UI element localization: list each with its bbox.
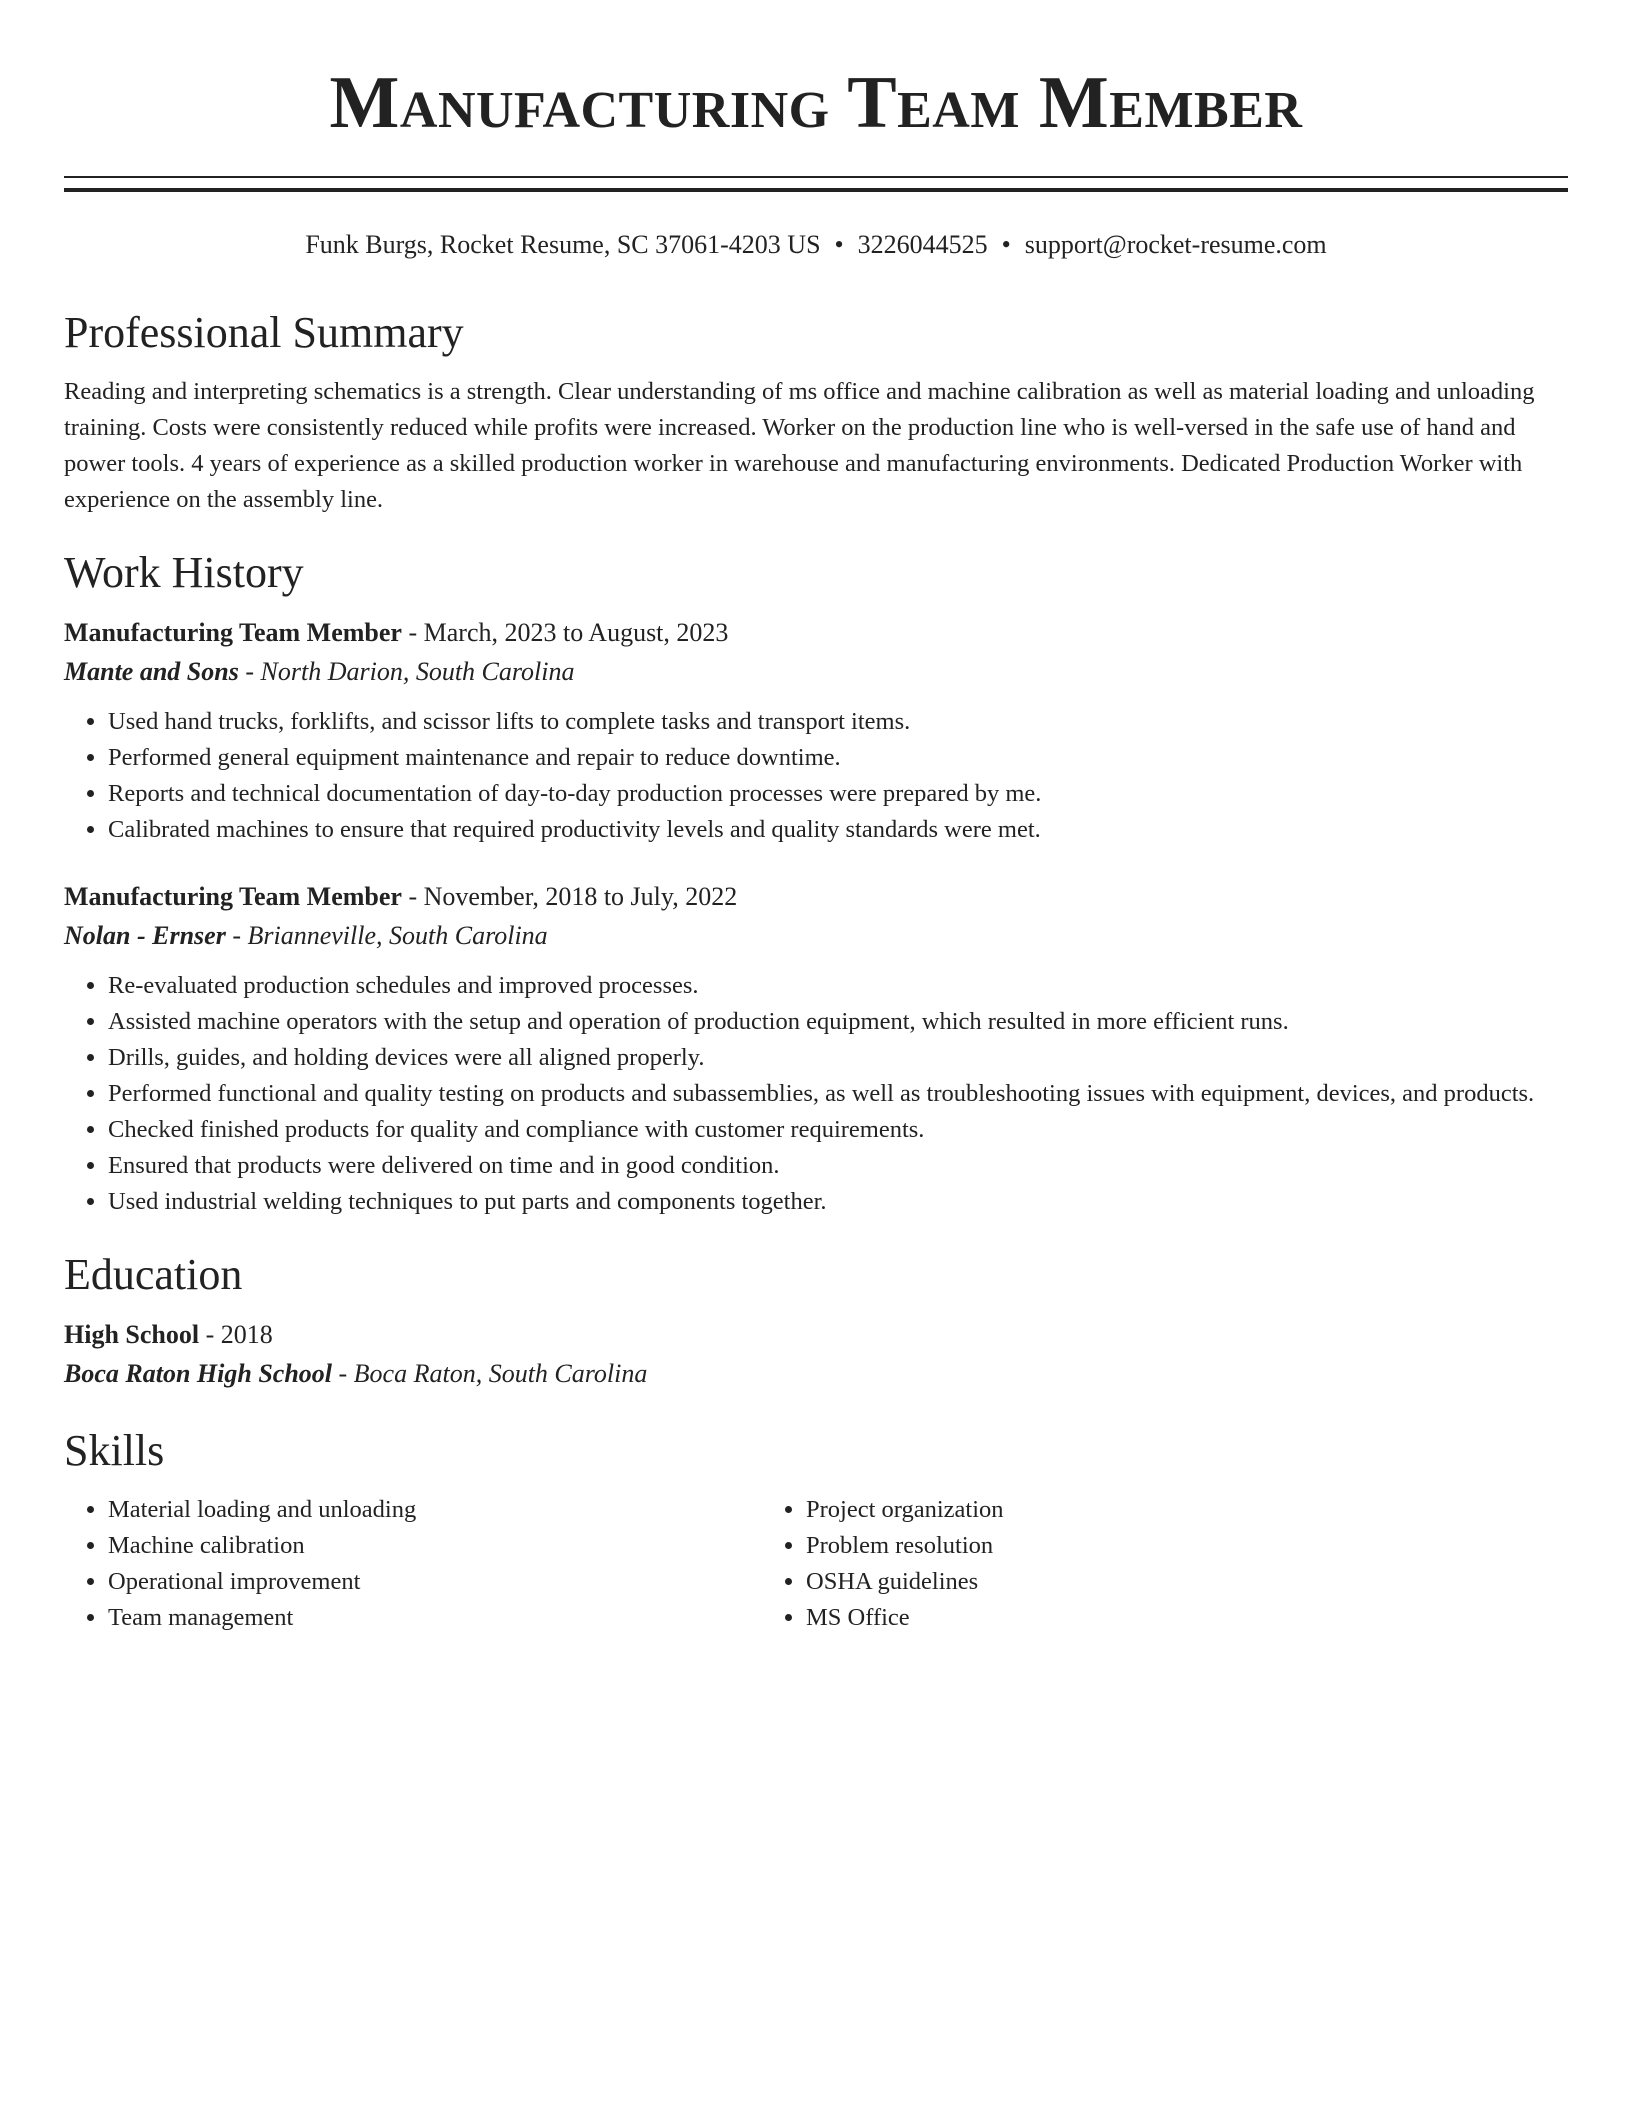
contact-email: support@rocket-resume.com (1024, 230, 1327, 259)
job-entry (64, 614, 1568, 848)
skill-item: • Operational improvement (108, 1564, 762, 1600)
job-bullet: • Reports and technical documentation of day-to-day production processes were prepared by me. (108, 776, 1568, 812)
job-entry (64, 878, 1568, 1220)
work-history-heading: Work History (64, 548, 304, 597)
job-dates: March, 2023 to August, 2023 (423, 618, 729, 647)
education-degree: High School (64, 1320, 200, 1349)
education-location: Boca Raton, South Carolina (353, 1359, 648, 1388)
job-title-line (64, 878, 1568, 916)
job-title: Manufacturing Team Member (64, 618, 402, 647)
summary-heading: Professional Summary (64, 308, 464, 357)
job-dash: - (238, 657, 261, 686)
contact-separator: • (1001, 230, 1011, 259)
job-dates: November, 2018 to July, 2022 (423, 882, 738, 911)
job-bullet: • Used hand trucks, forklifts, and scissor lifts to complete tasks and transport items. (108, 704, 1568, 740)
job-bullet: • Performed general equipment maintenance and repair to reduce downtime. (108, 740, 1568, 776)
skills-list-left (64, 1492, 762, 1636)
job-title: Manufacturing Team Member (64, 882, 402, 911)
contact-phone: 3226044525 (857, 230, 988, 259)
job-dash: - (401, 618, 424, 647)
skill-item: • Problem resolution (806, 1528, 1460, 1564)
education-heading: Education (64, 1250, 243, 1299)
title-double-rule (64, 176, 1568, 192)
job-bullet: • Ensured that products were delivered on time and in good condition. (108, 1148, 1568, 1184)
job-dash: - (225, 921, 248, 950)
job-bullet-list (64, 704, 1568, 848)
job-bullet: • Assisted machine operators with the setup and operation of production equipment, which resulted in more efficient runs. (108, 1004, 1568, 1040)
education-year: 2018 (220, 1320, 273, 1349)
skill-item: • Machine calibration (108, 1528, 762, 1564)
education-entry (64, 1316, 1568, 1394)
skills-columns (64, 1492, 1568, 1636)
job-bullet: • Re-evaluated production schedules and improved processes. (108, 968, 1568, 1004)
resume-title: Manufacturing Team Member (329, 62, 1303, 144)
education-degree-line (64, 1316, 1568, 1354)
job-company: Mante and Sons (64, 657, 239, 686)
job-company: Nolan - Ernser (64, 921, 226, 950)
job-bullet: • Drills, guides, and holding devices were all aligned properly. (108, 1040, 1568, 1076)
skill-item: • Project organization (806, 1492, 1460, 1528)
skill-item: • Material loading and unloading (108, 1492, 762, 1528)
job-bullet: • Performed functional and quality testing on products and subassemblies, as well as troubleshooting issues with equipment, devices, and products. (108, 1076, 1568, 1112)
job-company-line (64, 916, 1568, 956)
skill-item: • Team management (108, 1600, 762, 1636)
contact-separator: • (834, 230, 844, 259)
education-school: Boca Raton High School (64, 1359, 332, 1388)
contact-address: Funk Burgs, Rocket Resume, SC 37061-4203 US (305, 230, 821, 259)
job-bullet: • Used industrial welding techniques to put parts and components together. (108, 1184, 1568, 1220)
contact-line (64, 228, 1568, 262)
education-school-line (64, 1354, 1568, 1394)
job-company-line (64, 652, 1568, 692)
skill-item: • OSHA guidelines (806, 1564, 1460, 1600)
job-dash: - (401, 882, 424, 911)
job-location: North Darion, South Carolina (260, 657, 575, 686)
job-title-line (64, 614, 1568, 652)
job-bullet: • Checked finished products for quality and compliance with customer requirements. (108, 1112, 1568, 1148)
job-bullet: • Calibrated machines to ensure that required productivity levels and quality standards were met. (108, 812, 1568, 848)
job-bullet-list (64, 968, 1568, 1220)
job-location: Brianneville, South Carolina (247, 921, 548, 950)
summary-text: Reading and interpreting schematics is a strength. Clear understanding of ms office and machine calibration as well as material loading and unloading training. Costs were consistently reduced while profits were increased. Worker on the production line who is well-versed in the safe use of hand and power tools. 4 years of experience as a skilled production worker in warehouse and manufacturing environments. Dedicated Production Worker with experience on the assembly line. (64, 378, 1535, 513)
education-dash: - (199, 1320, 221, 1349)
skills-heading: Skills (64, 1426, 165, 1475)
skill-item: • MS Office (806, 1600, 1460, 1636)
education-dash: - (332, 1359, 354, 1388)
skills-list-right (762, 1492, 1460, 1636)
